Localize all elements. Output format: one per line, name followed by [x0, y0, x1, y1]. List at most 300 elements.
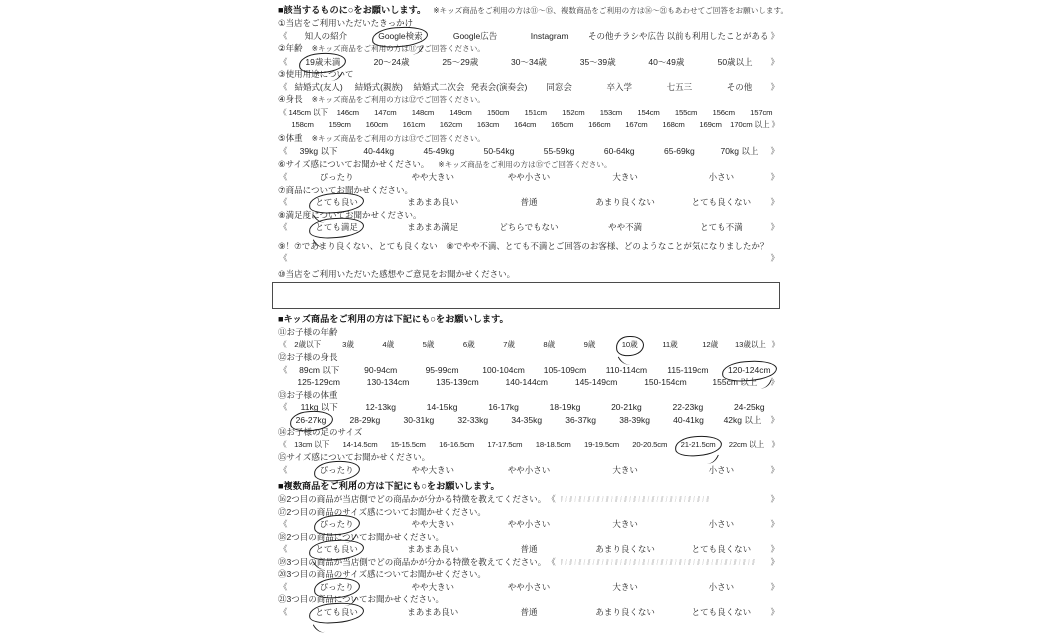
close-bracket-icon: 》	[770, 81, 780, 92]
option-cell	[481, 518, 577, 531]
option-label: やや小さい	[507, 519, 551, 529]
question-label: ⑦商品についてお聞かせください。	[278, 184, 413, 195]
option-cell	[368, 339, 408, 352]
option-cell	[481, 196, 577, 209]
open-bracket-icon: 《	[279, 222, 288, 232]
option-cell	[321, 119, 358, 132]
close-bracket-icon: 》	[770, 556, 779, 567]
option-label: 4歳	[382, 339, 394, 349]
section-header	[278, 480, 780, 493]
option-label: 100-104cm	[482, 364, 525, 375]
option-label: 9歳	[583, 339, 596, 349]
option-label: 13cm 以下	[294, 439, 330, 449]
option-cell	[626, 439, 674, 452]
close-bracket-icon: 》	[770, 222, 779, 232]
option-label: 163cm	[476, 120, 500, 129]
open-bracket-icon: 《	[279, 364, 288, 375]
option-cell	[730, 339, 770, 352]
option-cell	[534, 364, 595, 377]
option-label: 発表会(演奏会)	[470, 81, 528, 92]
option-label: 40-41kg	[673, 414, 704, 425]
option-cell	[701, 56, 770, 69]
option-cell	[289, 145, 349, 158]
option-label: 140-144cm	[505, 377, 549, 387]
option-cell	[577, 464, 673, 477]
option-label: 20-20.5cm	[632, 439, 668, 449]
option-label: 166cm	[588, 120, 611, 129]
option-cell	[581, 119, 618, 132]
option-label: とても良い	[314, 606, 359, 619]
option-label: 155cm	[674, 107, 698, 117]
option-cell	[385, 221, 481, 234]
open-bracket-icon: 《	[279, 81, 288, 92]
option-row	[278, 401, 780, 414]
question-label-row	[278, 240, 780, 253]
option-label: 20〜24歳	[373, 56, 410, 67]
option-cell	[577, 171, 673, 184]
option-label: 158cm	[291, 120, 314, 129]
option-cell	[289, 81, 349, 94]
option-cell	[608, 414, 662, 427]
option-label: 10歳	[621, 339, 639, 352]
option-cell	[569, 339, 609, 352]
question-label: ⑩当店をご利用いただいた感想やご意見をお聞かせください。	[278, 268, 516, 279]
option-row	[278, 581, 780, 594]
option-label: 147cm	[374, 107, 397, 117]
option-label: 同窓会	[546, 81, 572, 92]
option-cell	[411, 401, 472, 414]
option-label: 大きい	[612, 172, 638, 182]
option-label: 155cm 以上	[712, 377, 758, 387]
option-cell	[673, 543, 769, 556]
option-label: 156cm	[712, 107, 735, 117]
option-label: 115-119cm	[667, 364, 709, 375]
question-label-row	[278, 326, 780, 339]
open-bracket-icon: 《	[279, 606, 288, 617]
option-label: やや不満	[608, 222, 643, 232]
option-cell	[284, 414, 338, 427]
open-bracket-icon: 《	[279, 30, 288, 41]
option-label: 以前も利用したことがある	[666, 30, 769, 41]
option-cell	[289, 518, 385, 531]
option-cell	[674, 439, 722, 452]
question-label: ㉑3つ目の商品についてお聞かせください。	[278, 594, 445, 604]
option-label: 普通	[520, 606, 538, 617]
option-label: 7歳	[503, 339, 515, 349]
option-cell	[350, 364, 411, 377]
option-label: 知人の紹介	[304, 30, 348, 41]
open-bracket-icon: 《	[279, 172, 288, 182]
option-label: 8歳	[543, 339, 555, 349]
close-bracket-icon: 》	[770, 519, 779, 529]
option-label: 50-54kg	[483, 146, 515, 156]
open-bracket-icon: 《	[547, 556, 556, 567]
option-label: 13歳以上	[734, 339, 766, 349]
option-cell	[690, 339, 730, 352]
option-cell	[446, 414, 500, 427]
close-bracket-icon: 》	[770, 56, 779, 67]
option-cell	[385, 171, 481, 184]
option-cell	[469, 119, 506, 132]
option-cell	[385, 518, 481, 531]
option-label: 大きい	[612, 581, 638, 592]
option-cell	[554, 414, 608, 427]
option-label: その他	[726, 81, 753, 92]
option-cell	[517, 107, 555, 120]
option-label: 146cm	[336, 107, 359, 117]
option-cell	[423, 376, 492, 389]
option-label: やや小さい	[507, 172, 551, 182]
section-title: ■キッズ商品をご利用の方は下記にも○をお願いします。	[278, 314, 509, 324]
option-label: 34-35kg	[511, 414, 543, 425]
option-label: 95-99cm	[425, 364, 459, 375]
option-label: やや小さい	[507, 464, 551, 475]
question-label-row	[278, 68, 780, 81]
option-cell	[329, 107, 367, 120]
option-label: 12-13kg	[365, 402, 397, 412]
option-label: 19-19.5cm	[583, 439, 619, 449]
open-bracket-icon: 《	[279, 339, 287, 349]
option-label: やや大きい	[411, 172, 455, 182]
option-cell	[481, 171, 577, 184]
option-cell	[481, 606, 577, 619]
option-label: 20-21kg	[611, 402, 642, 412]
option-cell	[655, 119, 692, 132]
option-label: 卒入学	[606, 81, 632, 92]
option-cell	[662, 414, 716, 427]
question-label: ③使用用途について	[278, 69, 354, 79]
option-cell	[404, 107, 442, 120]
question-label: ⑥サイズ感についてお聞かせください。	[278, 158, 430, 169]
open-bracket-icon: 《	[279, 402, 288, 412]
option-cell	[544, 119, 581, 132]
option-label: 40〜49歳	[648, 56, 685, 67]
comment-box	[272, 282, 780, 309]
option-cell	[649, 145, 709, 158]
option-cell	[512, 30, 587, 43]
option-cell	[438, 30, 513, 43]
option-cell	[442, 107, 480, 120]
option-label: 40-44kg	[363, 146, 395, 156]
option-cell	[650, 339, 690, 352]
option-label: 150-154cm	[644, 377, 687, 387]
option-cell	[589, 81, 649, 94]
option-label: 149cm	[449, 107, 472, 117]
option-cell	[367, 107, 405, 120]
option-label: その他チラシや広告	[587, 30, 665, 41]
close-bracket-icon: 》	[771, 439, 780, 449]
option-cell	[673, 606, 769, 619]
option-cell	[357, 56, 426, 69]
option-label: 148cm	[411, 107, 435, 117]
option-label: ぴったり	[319, 172, 354, 182]
option-label: どちらでもない	[499, 222, 559, 232]
option-label: 65-69kg	[663, 146, 695, 156]
option-label: 大きい	[612, 519, 638, 529]
option-cell	[353, 376, 422, 389]
option-label: 16-16.5cm	[439, 439, 475, 449]
option-cell	[709, 81, 769, 94]
open-bracket-icon: 《	[279, 56, 288, 67]
open-bracket-icon: 《	[279, 519, 288, 529]
option-label: 2歳以下	[294, 339, 322, 349]
option-label: 154cm	[637, 107, 660, 117]
survey-section	[278, 480, 780, 618]
option-cell	[481, 221, 577, 234]
option-row	[278, 145, 780, 158]
option-label: 152cm	[562, 107, 585, 117]
section-header	[278, 313, 780, 326]
option-cell	[719, 401, 780, 414]
option-cell	[673, 171, 769, 184]
option-label: 120-124cm	[727, 364, 772, 377]
question-row	[278, 493, 780, 506]
option-label: まあまあ良い	[407, 606, 459, 617]
question-note: ※キッズ商品をご利用の方は⑫でご回答ください。	[311, 95, 485, 104]
question-label-row	[278, 593, 780, 606]
option-label: とても良い	[314, 543, 359, 556]
option-label: 145cm 以下	[288, 107, 328, 117]
option-cell	[469, 145, 529, 158]
option-label: あまり良くない	[595, 606, 655, 617]
option-cell	[673, 464, 769, 477]
option-row	[278, 464, 780, 477]
option-row	[278, 196, 780, 209]
option-label: 5歳	[422, 339, 435, 349]
survey-section	[278, 313, 780, 476]
option-cell	[289, 401, 350, 414]
open-bracket-icon: 《	[279, 107, 287, 117]
question-label-row	[278, 451, 780, 464]
option-cell	[673, 221, 769, 234]
option-label: 結婚式(友人)	[294, 81, 343, 92]
close-bracket-icon: 》	[771, 339, 780, 349]
option-label: 167cm	[625, 120, 648, 129]
option-cell	[489, 339, 529, 352]
option-row	[278, 518, 780, 531]
option-cell	[481, 439, 529, 452]
option-cell	[349, 145, 409, 158]
option-label: 3歳	[342, 339, 354, 349]
question-label: ⑤体重	[278, 132, 303, 143]
handwritten-note	[561, 496, 711, 502]
option-cell	[358, 119, 395, 132]
option-cell	[631, 376, 700, 389]
question-label: ⑮サイズ感についてお聞かせください。	[278, 452, 431, 462]
option-cell	[649, 81, 709, 94]
option-cell	[592, 107, 630, 120]
option-label: 135-139cm	[436, 377, 479, 387]
open-bracket-icon: 《	[279, 439, 287, 449]
option-label: やや大きい	[411, 581, 455, 592]
option-cell	[385, 581, 481, 594]
option-cell	[349, 81, 409, 94]
open-bracket-icon: 《	[279, 544, 288, 554]
option-row	[278, 171, 780, 184]
option-label: 60-64kg	[603, 146, 635, 156]
option-label: 大きい	[612, 464, 638, 475]
option-cell	[289, 196, 385, 209]
option-label: 14-15kg	[426, 402, 458, 412]
option-row	[278, 376, 780, 389]
option-label: 36-37kg	[565, 414, 597, 425]
option-cell	[288, 107, 329, 120]
option-cell	[336, 439, 384, 452]
option-label: まあまあ良い	[407, 197, 459, 207]
option-label: 125-129cm	[297, 377, 340, 387]
option-cell	[385, 464, 481, 477]
option-label: 110-114cm	[605, 364, 648, 375]
open-bracket-icon: 《	[279, 197, 288, 207]
option-label: 16-17kg	[488, 402, 519, 412]
option-label: 38-39kg	[619, 414, 650, 425]
option-cell	[284, 119, 321, 132]
option-label: 小さい	[708, 172, 735, 182]
option-cell	[692, 119, 729, 132]
question-label-row	[278, 42, 780, 56]
option-cell	[587, 30, 666, 43]
option-label: 39kg 以下	[299, 146, 338, 156]
question-label-row	[278, 531, 780, 544]
option-cell	[392, 414, 446, 427]
option-row	[278, 339, 780, 352]
question-label: ⑭お子様の足のサイズ	[278, 427, 363, 437]
close-bracket-icon: 》	[770, 172, 779, 182]
question-note: ※キッズ商品をご利用の方は⑬でご回答ください。	[311, 133, 485, 143]
question-label-row	[278, 268, 780, 281]
option-cell	[289, 464, 385, 477]
option-label: やや大きい	[411, 519, 455, 529]
option-row	[278, 414, 780, 427]
option-label: 12歳	[702, 339, 719, 349]
option-row	[278, 119, 780, 132]
option-cell	[409, 145, 469, 158]
option-label: 11kg 以下	[300, 402, 338, 412]
option-cell	[395, 119, 432, 132]
option-label: 55-59kg	[543, 146, 575, 156]
close-bracket-icon: 》	[770, 377, 780, 387]
option-label: 15-15.5cm	[390, 439, 426, 449]
question-label: ⑲3つ目の商品が当店側でどの商品かが分かる特徴を教えてください。	[278, 556, 547, 567]
option-cell	[665, 30, 769, 43]
option-cell	[288, 439, 336, 452]
option-label: 普通	[520, 197, 538, 207]
option-cell	[289, 221, 385, 234]
option-label: とても良い	[314, 196, 359, 209]
option-label: 結婚式(親族)	[354, 81, 403, 92]
option-label: 17-17.5cm	[487, 439, 523, 449]
option-cell	[385, 196, 481, 209]
option-label: 151cm	[524, 107, 547, 117]
option-cell	[742, 107, 780, 120]
close-bracket-icon: 》	[770, 253, 779, 263]
option-cell	[495, 56, 564, 69]
open-bracket-icon: 《	[279, 581, 288, 592]
question-label: ⑰2つ目の商品のサイズ感についてお聞かせください。	[278, 506, 486, 517]
option-label: 130-134cm	[366, 377, 410, 387]
option-cell	[385, 606, 481, 619]
option-label: Google広告	[452, 30, 498, 41]
question-label-row	[278, 132, 780, 146]
option-cell	[289, 581, 385, 594]
option-label: 161cm	[402, 120, 425, 129]
option-label: 169cm	[699, 120, 722, 129]
option-label: 153cm	[599, 107, 623, 117]
option-cell	[481, 581, 577, 594]
option-cell	[289, 543, 385, 556]
close-bracket-icon: 》	[770, 544, 779, 554]
option-cell	[481, 543, 577, 556]
option-label: 159cm	[328, 120, 351, 129]
option-cell	[673, 196, 769, 209]
option-row	[278, 606, 780, 619]
option-label: 28-29kg	[349, 414, 381, 425]
question-label: ⑳3つ目の商品のサイズ感についてお聞かせください。	[278, 569, 486, 579]
close-bracket-icon: 》	[770, 464, 779, 475]
option-cell	[577, 581, 673, 594]
option-label: とても良くない	[691, 606, 752, 617]
option-cell	[289, 364, 350, 377]
option-cell	[705, 107, 743, 120]
option-label: とても不満	[700, 222, 743, 232]
close-bracket-icon: 》	[770, 606, 779, 617]
option-label: 50歳以上	[717, 56, 753, 67]
question-note: ※キッズ商品をご利用の方は⑮でご回答ください。	[438, 159, 612, 169]
option-label: とても良くない	[691, 544, 752, 554]
question-label: ⑯2つ目の商品が当店側でどの商品かが分かる特徴を教えてください。	[278, 494, 547, 504]
question-label: ⑨！⑦であまり良くない、とても良くない ⑧でやや不満、とても不満とご回答のお客様、どのようなことが気になりましたか？	[278, 240, 769, 251]
option-cell	[722, 439, 770, 452]
option-label: 普通	[520, 544, 538, 554]
option-label: 164cm	[513, 120, 537, 129]
option-cell	[408, 339, 448, 352]
section-header	[278, 4, 789, 17]
open-bracket-icon: 《	[279, 146, 288, 156]
option-cell	[289, 171, 385, 184]
option-label: 11歳	[662, 339, 678, 349]
question-label: ⑪お子様の年齢	[278, 327, 338, 337]
option-label: 170cm 以上	[730, 120, 770, 129]
option-cell	[385, 543, 481, 556]
close-bracket-icon: 》	[770, 581, 779, 592]
option-label: 157cm	[750, 107, 773, 117]
option-cell	[481, 464, 577, 477]
option-label: 145-149cm	[574, 377, 618, 387]
question-label: ④身長	[278, 94, 303, 104]
option-cell	[288, 339, 328, 352]
option-cell	[563, 56, 632, 69]
option-label: 21-21.5cm	[680, 439, 717, 452]
option-cell	[449, 339, 489, 352]
option-cell	[529, 145, 589, 158]
option-label: 35〜39歳	[579, 56, 616, 67]
option-cell	[618, 119, 655, 132]
question-label-row	[278, 389, 780, 402]
option-cell	[426, 56, 495, 69]
close-bracket-icon: 》	[770, 146, 780, 156]
option-cell	[473, 364, 534, 377]
option-cell	[667, 107, 705, 120]
option-label: あまり良くない	[595, 197, 655, 207]
close-bracket-icon: 》	[770, 197, 779, 207]
option-label: あまり良くない	[595, 544, 655, 554]
option-cell	[673, 581, 769, 594]
question-label-row	[278, 93, 780, 107]
survey-sheet	[278, 4, 789, 618]
option-cell	[473, 401, 534, 414]
option-label: 105-109cm	[543, 364, 587, 375]
option-label: 42kg 以上	[723, 414, 762, 425]
